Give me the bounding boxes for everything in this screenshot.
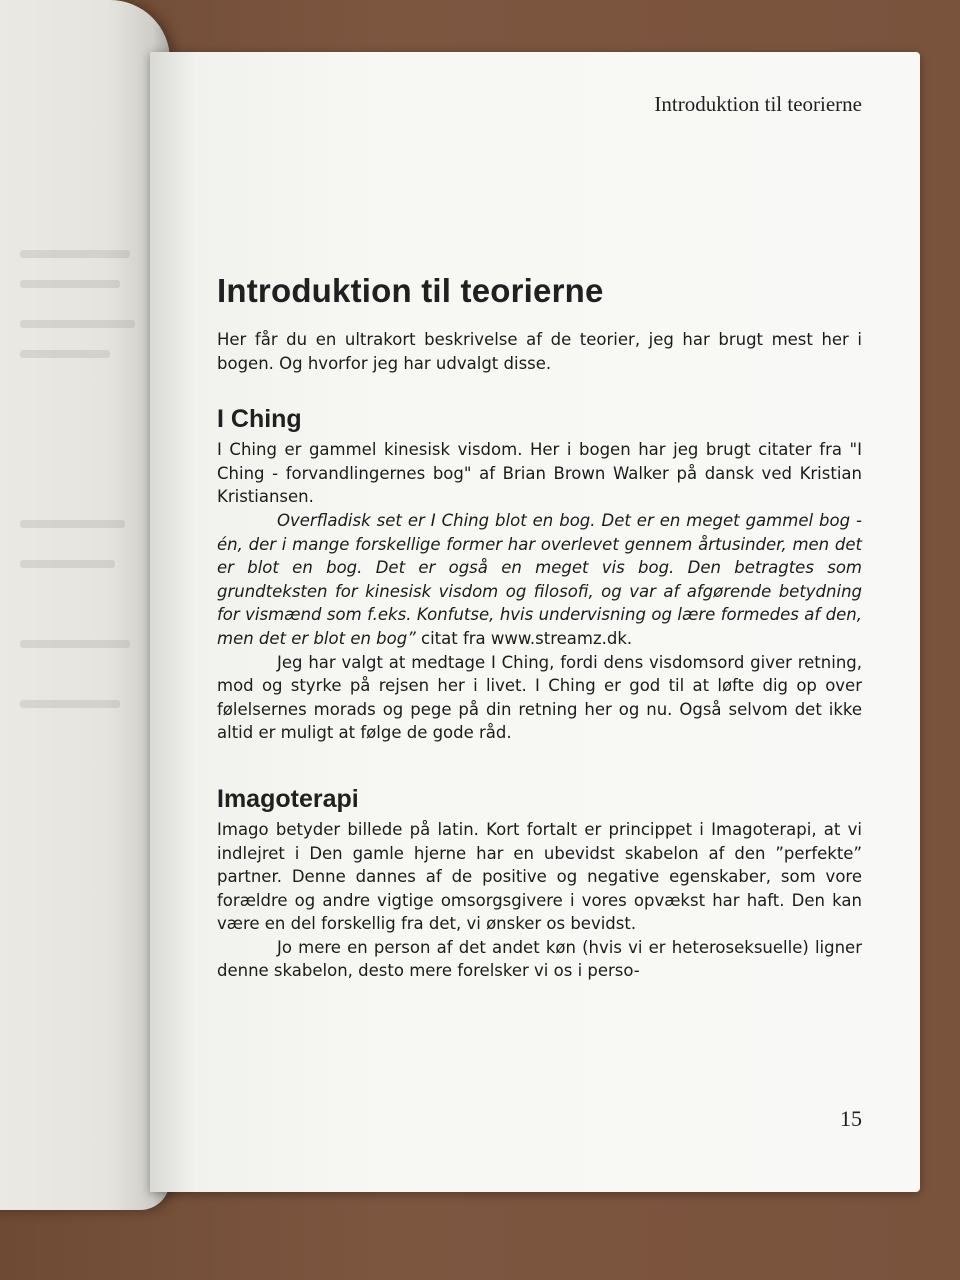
chapter-intro: Her får du en ultrakort beskrivelse af de teorier, jeg har brugt mest her i bogen. Og hvorfor jeg har udvalgt disse. bbox=[217, 330, 862, 373]
running-header: Introduktion til teorierne bbox=[654, 92, 862, 116]
section-heading-imagoterapi: Imagoterapi bbox=[217, 784, 359, 813]
imago-paragraph-1: Imago betyder billede på latin. Kort fortalt er princippet i Imagoterapi, at vi indlejret i Den gamle hjerne har en ubevidst skabelon af den ”perfekte” partner. Denne dannes af de positive og negative egenskaber, som vore forældre og andre vigtige omsorgsgivere i vores opvækst har haft. Den kan være en del forskellig fra det, vi ønsker os bevidst. bbox=[217, 819, 862, 934]
section-imagoterapi bbox=[217, 785, 862, 983]
left-page-edge bbox=[0, 0, 170, 1210]
show-through-line bbox=[20, 250, 130, 258]
show-through-line bbox=[20, 700, 120, 708]
i-ching-quote-paragraph bbox=[217, 509, 862, 651]
chapter-title: Introduktion til teorierne bbox=[217, 272, 604, 309]
page-content bbox=[217, 272, 862, 983]
page-number: 15 bbox=[840, 1106, 862, 1131]
i-ching-paragraph-2: Jeg har valgt at medtage I Ching, fordi dens visdomsord giver retning, mod og styrke på rejsen her i livet. I Ching er god til at løfte dig op over følelsernes morads og pege på din retning her og nu. Også selvom det ikke altid er muligt at følge de gode råd. bbox=[217, 652, 862, 743]
show-through-line bbox=[20, 320, 135, 328]
show-through-line bbox=[20, 560, 115, 568]
show-through-line bbox=[20, 280, 120, 288]
i-ching-quote: Overfladisk set er I Ching blot en bog. Det er en meget gammel bog - én, der i mange forskellige former har overlevet gennem årtusinder, men det er blot en bog. Det er også en meget vis bog. Den betragtes som grundteksten for kinesisk visdom og filosofi, og var af afgørende betydning for vismænd som f.eks. Konfutse, hvis undervisning og lære formedes af den, men det er blot en bog” bbox=[217, 510, 862, 648]
i-ching-quote-source: citat fra www.streamz.dk. bbox=[415, 628, 633, 648]
imago-paragraph-2: Jo mere en person af det andet køn (hvis vi er heteroseksuelle) ligner denne skabelon, desto mere forelsker vi os i perso- bbox=[217, 937, 862, 981]
i-ching-paragraph-1: I Ching er gammel kinesisk visdom. Her i bogen har jeg brugt citater fra "I Ching - forvandlingernes bog" af Brian Brown Walker på dansk ved Kristian Kristiansen. bbox=[217, 440, 862, 507]
section-i-ching bbox=[217, 405, 862, 745]
show-through-line bbox=[20, 350, 110, 358]
show-through-line bbox=[20, 520, 125, 528]
show-through-line bbox=[20, 640, 130, 648]
book-page bbox=[150, 52, 920, 1192]
section-heading-i-ching: I Ching bbox=[217, 405, 302, 434]
